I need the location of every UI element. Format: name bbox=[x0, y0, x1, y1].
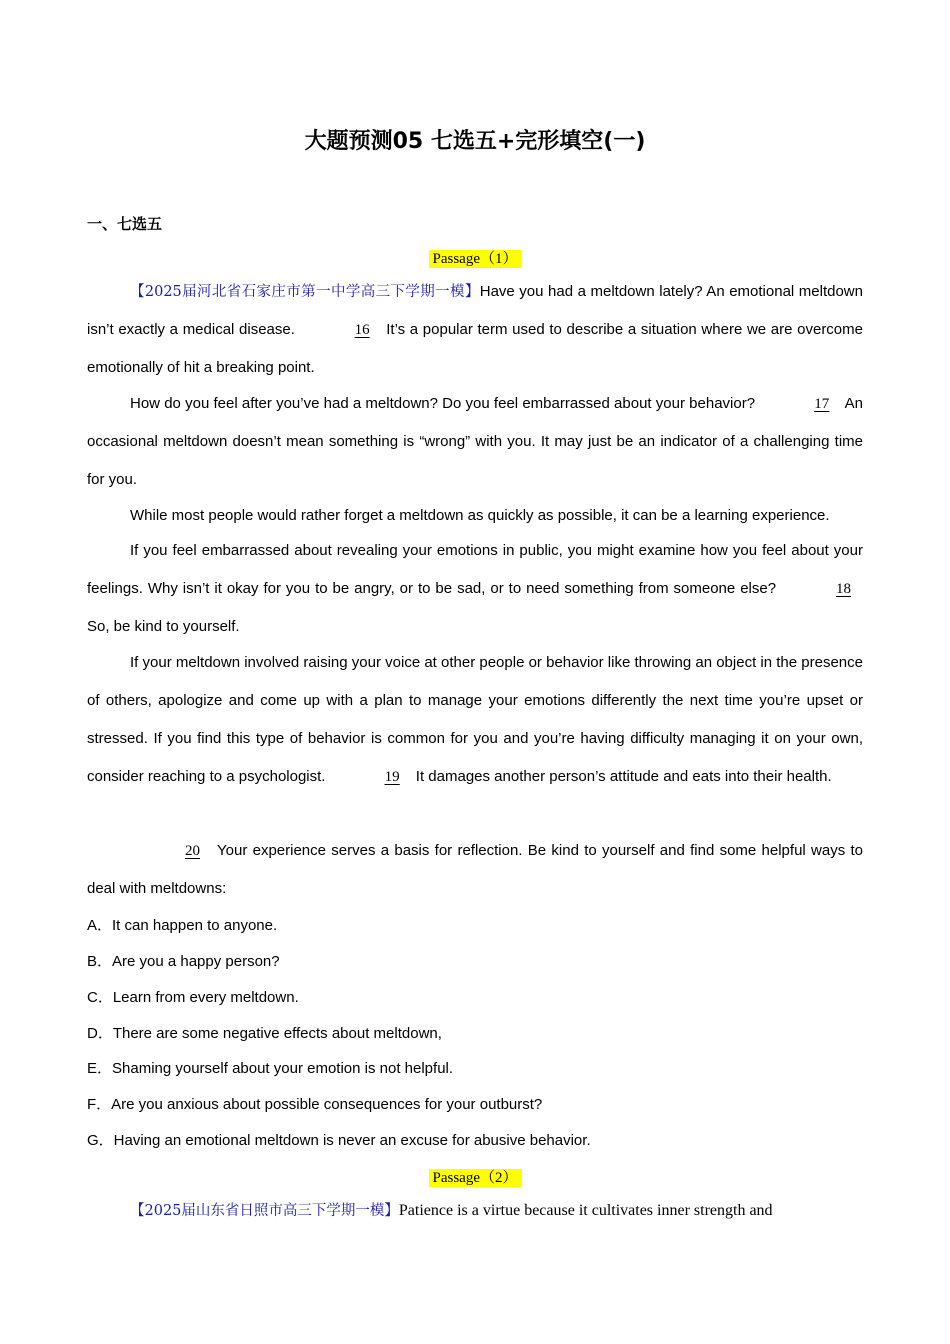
blank-17[interactable]: 17 bbox=[814, 396, 830, 412]
paragraph-text: Your experience serves a basis for reflection. Be kind to yourself and find some helpful ways to deal with meltdowns: bbox=[87, 842, 863, 897]
option-g: G．Having an emotional meltdown is never an excuse for abusive behavior. bbox=[87, 1132, 591, 1149]
option-c: C．Learn from every meltdown. bbox=[87, 989, 299, 1006]
option-f: F．Are you anxious about possible consequences for your outburst? bbox=[87, 1096, 543, 1113]
paragraph-text: It’s a popular term used to describe a situation where we are overcome emotionally of hit a breaking point. bbox=[87, 321, 863, 376]
passage-2-label-text: Passage（2） bbox=[429, 1169, 522, 1187]
paragraph-text: Have you had a meltdown lately? An emotional meltdown isn’t exactly a medical disease. bbox=[87, 283, 863, 338]
paragraph-text: If you feel embarrassed about revealing your emotions in public, you might examine how you feel about your feelings. Why isn’t it okay for you to be angry, or to be sad, or to need something from someone else? bbox=[87, 542, 863, 597]
blank-19[interactable]: 19 bbox=[384, 769, 400, 785]
option-e: E．Shaming yourself about your emotion is not helpful. bbox=[87, 1060, 454, 1077]
passage-1-paragraph-2 bbox=[87, 385, 863, 499]
paragraph-text: How do you feel after you’ve had a meltdown? Do you feel embarrassed about your behavior? bbox=[130, 395, 760, 412]
blank-16[interactable]: 16 bbox=[354, 322, 370, 338]
paragraph-text: If your meltdown involved raising your voice at other people or behavior like throwing an object in the presence of others, apologize and come up with a plan to manage your emotions differently the next time you’re upset or stressed. If you find this type of behavior is common for you and you’re having difficulty managing it on your own, consider reaching to a psychologist. bbox=[87, 654, 863, 785]
passage-1-label bbox=[0, 247, 950, 268]
blank-20[interactable]: 20 bbox=[185, 843, 200, 859]
paragraph-text: An occasional meltdown doesn’t mean something is “wrong” with you. It may just be an indicator of a challenging time for you. bbox=[87, 395, 863, 488]
passage-1-paragraph-3: While most people would rather forget a meltdown as quickly as possible, it can be a learning experience. bbox=[130, 507, 830, 524]
paragraph-text: It damages another person’s attitude and eats into their health. bbox=[411, 768, 832, 785]
option-a: A．It can happen to anyone. bbox=[87, 917, 278, 934]
paragraph-text: Patience is a virtue because it cultivates inner strength and bbox=[398, 1202, 773, 1219]
passage-1-paragraph-6 bbox=[87, 832, 863, 908]
option-b: B．Are you a happy person? bbox=[87, 953, 280, 970]
passage-2-label bbox=[0, 1166, 950, 1187]
passage-1-paragraph-1 bbox=[87, 273, 863, 387]
passage-2-paragraph-1 bbox=[87, 1192, 863, 1230]
passage-1-label-text: Passage（1） bbox=[429, 250, 522, 268]
option-d: D．There are some negative effects about meltdown, bbox=[87, 1025, 442, 1042]
passage-1-paragraph-5 bbox=[87, 644, 863, 796]
paragraph-text: So, be kind to yourself. bbox=[87, 618, 240, 635]
blank-18[interactable]: 18 bbox=[836, 581, 851, 597]
section-heading: 一、七选五 bbox=[87, 215, 163, 233]
passage-2-source: 【2025届山东省日照市高三下学期一模】 bbox=[130, 1203, 399, 1219]
passage-1-paragraph-4 bbox=[87, 532, 863, 646]
page-title: 大题预测05 七选五+完形填空(一) bbox=[304, 129, 646, 154]
passage-1-source: 【2025届河北省石家庄市第一中学高三下学期一模】 bbox=[130, 284, 480, 300]
